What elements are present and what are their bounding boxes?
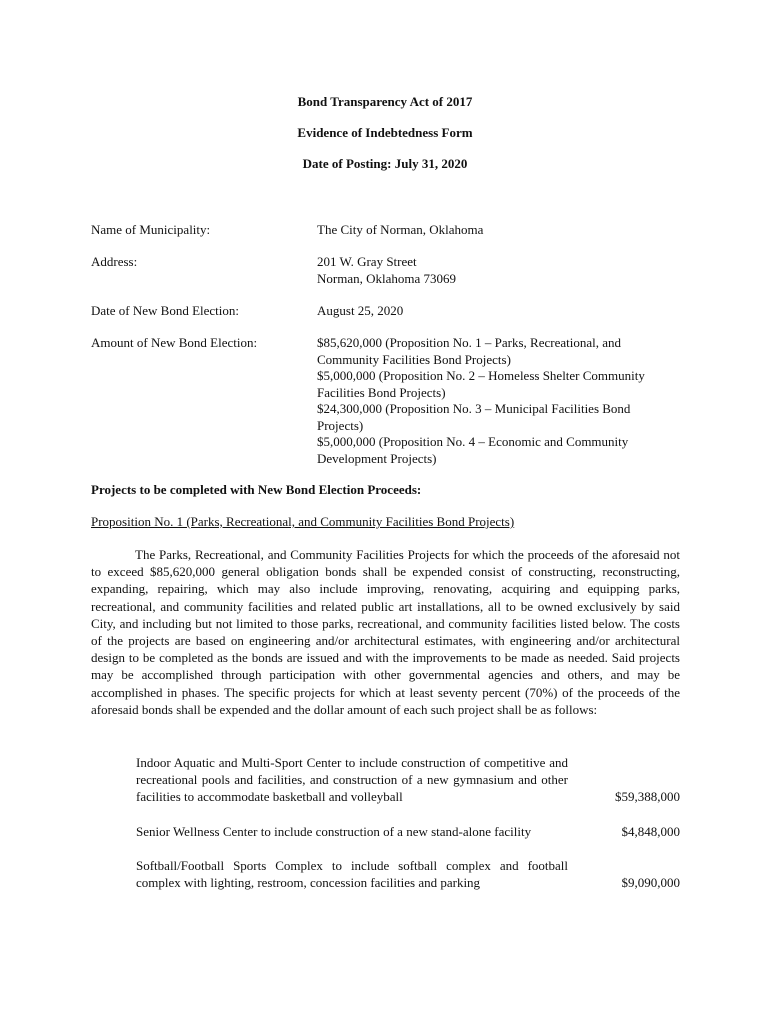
election-date-value: August 25, 2020 — [317, 303, 404, 318]
projects-section-title: Projects to be completed with New Bond Election Proceeds: — [91, 482, 422, 497]
amount-line: $5,000,000 (Proposition No. 4 – Economic and Community — [317, 434, 629, 449]
proposition-1-paragraph: The Parks, Recreational, and Community Facilities Projects for which the proceeds of the aforesaid not to exceed $85,620,000 general obligation bonds shall be expended consist of constructing, reconstructing, expanding, repairing, which may also include improving, renovating, acquiring and equipping parks, recreational, and community facilities and related public art installations, all to be owned exclusively by said City, and including but not limited to those parks, recreational, and community facilities listed below. The costs of the projects are based on engineering and/or architectural estimates, with engineering and/or architectural design to be completed as the bonds are issued and with the improvements to be made as needed. Said projects may be accomplished through participation with other governmental agencies and others, and may be accomplished in phases. The specific projects for which at least seventy percent (70%) of the proceeds of the aforesaid bonds shall be expended and the dollar amount of each such project shall be as follows: — [91, 547, 680, 717]
amount-line: Facilities Bond Projects) — [317, 384, 446, 400]
project-item — [136, 754, 680, 805]
amount-value — [317, 335, 687, 467]
proposition-1-title: Proposition No. 1 (Parks, Recreational, and Community Facilities Bond Projects) — [91, 514, 515, 529]
amount-label: Amount of New Bond Election: — [91, 335, 258, 350]
municipality-value: The City of Norman, Oklahoma — [317, 222, 484, 237]
amount-line: Projects) — [317, 417, 364, 433]
project-amount: $4,848,000 — [621, 823, 680, 839]
project-item — [136, 823, 680, 840]
election-date-label: Date of New Bond Election: — [91, 303, 240, 318]
address-line-2: Norman, Oklahoma 73069 — [317, 270, 457, 286]
amount-line: $24,300,000 (Proposition No. 3 – Municipal Facilities Bond — [317, 401, 631, 416]
amount-line: Community Facilities Bond Projects) — [317, 351, 511, 367]
project-description: Indoor Aquatic and Multi-Sport Center to include construction of competitive and recreational pools and facilities, and construction of a new gymnasium and other facilities to accommodate basketball and volleyball — [136, 755, 568, 804]
amount-line: Development Projects) — [317, 450, 437, 466]
project-description: Senior Wellness Center to include construction of a new stand-alone facility — [136, 824, 532, 839]
project-amount: $9,090,000 — [621, 874, 680, 890]
address-label: Address: — [91, 254, 138, 269]
address-value — [317, 254, 687, 287]
address-line-1: 201 W. Gray Street — [317, 254, 417, 269]
amount-line: $85,620,000 (Proposition No. 1 – Parks, Recreational, and — [317, 335, 622, 350]
form-name: Evidence of Indebtedness Form — [297, 125, 473, 140]
document-title: Bond Transparency Act of 2017 — [297, 94, 473, 109]
amount-line: $5,000,000 (Proposition No. 2 – Homeless Shelter Community — [317, 368, 645, 383]
municipality-label: Name of Municipality: — [91, 222, 211, 237]
posting-date: Date of Posting: July 31, 2020 — [302, 156, 468, 171]
project-amount: $59,388,000 — [615, 788, 680, 804]
project-description: Softball/Football Sports Complex to include softball complex and football complex with lighting, restroom, concession facilities and parking — [136, 858, 568, 890]
project-item — [136, 857, 680, 891]
